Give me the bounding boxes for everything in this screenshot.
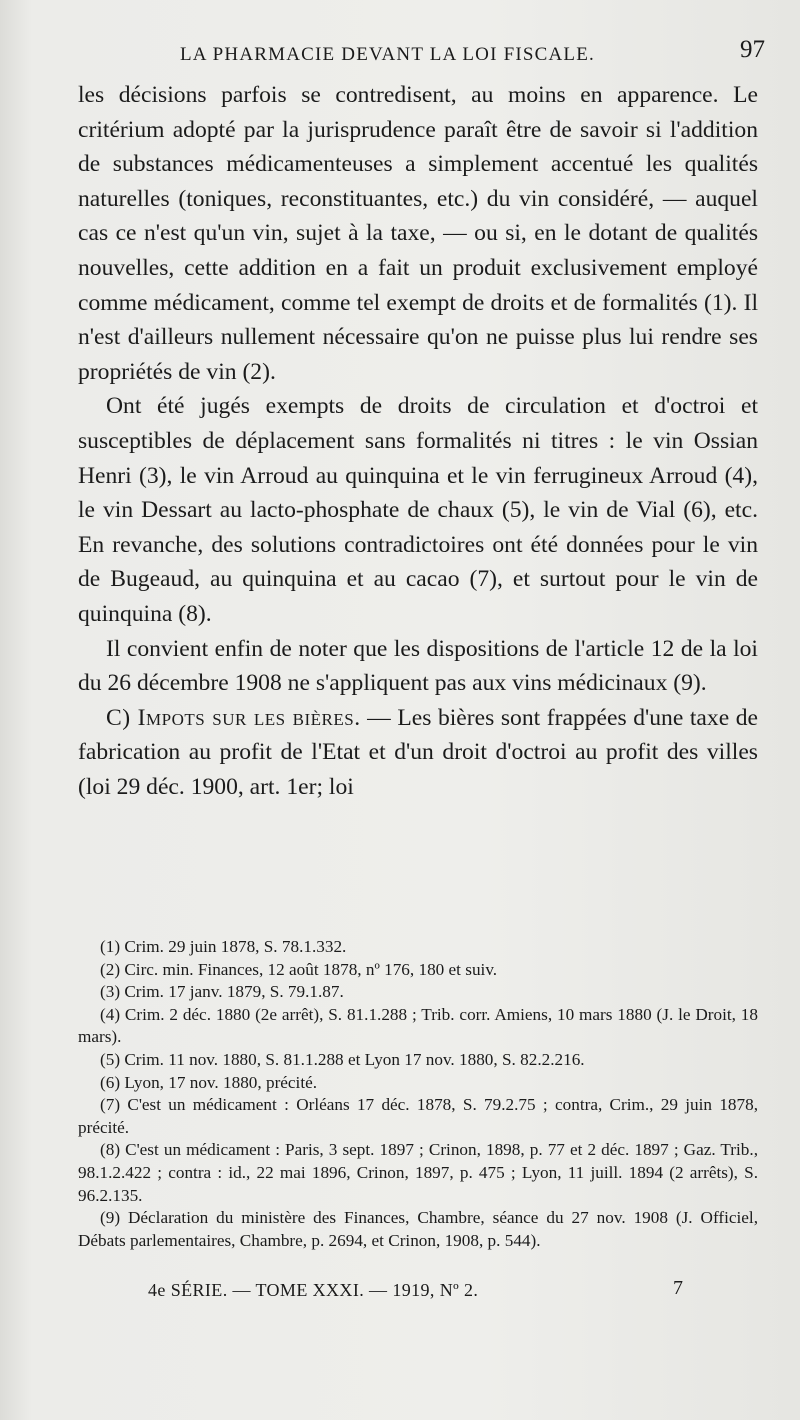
- footnote: (9) Déclaration du ministère des Finances, Chambre, séance du 27 nov. 1908 (J. Officiel, Débats parlementaires, Chambre, p. 2694, et Crinon, 1908, p. 544).: [78, 1208, 758, 1250]
- paragraph: [78, 701, 758, 805]
- page-footer: [148, 1277, 683, 1307]
- page-header: [180, 36, 765, 72]
- footnote: (3) Crim. 17 janv. 1879, S. 79.1.87.: [100, 982, 344, 1002]
- footnotes: [78, 936, 758, 1252]
- running-title: LA PHARMACIE DEVANT LA LOI FISCALE.: [180, 44, 595, 65]
- series-line: 4e SÉRIE. — TOME XXXI. — 1919, Nº 2.: [148, 1280, 479, 1300]
- paragraph: les décisions parfois se contredisent, au moins en apparence. Le critérium adopté par la jurisprudence paraît être de savoir si l'addition de substances médicamenteuses a simplement accentué les qualités naturelles (toniques, reconstituantes, etc.) du vin considéré, — auquel cas ce n'est qu'un vin, sujet à la taxe, — ou si, en le dotant de qualités nouvelles, cette addition en a fait un produit exclusivement employé comme médicament, comme tel exempt de droits et de formalités (1). Il n'est d'ailleurs nullement nécessaire qu'on ne puisse plus lui rendre ses propriétés de vin (2).: [78, 82, 758, 385]
- paragraph: Il convient enfin de noter que les dispositions de l'article 12 de la loi du 26 décembre 1908 ne s'appliquent pas aux vins médicinaux (9).: [78, 635, 758, 697]
- paragraph-text: — Les bières sont frappées d'une taxe de fabrication au profit de l'Etat et d'un droit d'octroi au profit des villes (loi 29 déc. 1900, art. 1er; loi: [78, 704, 758, 800]
- section-heading: C) Impots sur les bières.: [106, 704, 361, 731]
- footnote: (1) Crim. 29 juin 1878, S. 78.1.332.: [100, 937, 347, 956]
- page-number: 97: [740, 36, 765, 63]
- footnote: (7) C'est un médicament : Orléans 17 déc. 1878, S. 79.2.75 ; contra, Crim., 29 juin 1878, précité.: [78, 1095, 758, 1137]
- footnote: (2) Circ. min. Finances, 12 août 1878, nº 176, 180 et suiv.: [100, 959, 498, 979]
- footnote: (5) Crim. 11 nov. 1880, S. 81.1.288 et Lyon 17 nov. 1880, S. 82.2.216.: [100, 1049, 585, 1069]
- footnote: (6) Lyon, 17 nov. 1880, précité.: [100, 1072, 318, 1092]
- paragraph: Ont été jugés exempts de droits de circulation et d'octroi et susceptibles de déplacement sans formalités ni titres : le vin Ossian Henri (3), le vin Arroud au quinquina et le vin ferrugineux Arroud (4), le vin Dessart au lacto-phosphate de chaux (5), le vin de Vial (6), etc. En revanche, des solutions contradictoires ont été données pour le vin de Bugeaud, au quinquina et au cacao (7), et surtout pour le vin de quinquina (8).: [78, 393, 758, 627]
- signature-mark: 7: [673, 1277, 683, 1299]
- footnote: (4) Crim. 2 déc. 1880 (2e arrêt), S. 81.1.288 ; Trib. corr. Amiens, 10 mars 1880 (J. le Droit, 18 mars).: [78, 1004, 758, 1047]
- footnote: (8) C'est un médicament : Paris, 3 sept. 1897 ; Crinon, 1898, p. 77 et 2 déc. 1897 ; Gaz. Trib., 98.1.2.422 ; contra : id., 22 mai 1896, Crinon, 1897, p. 475 ; Lyon, 11 juill. 1894 (2 arrêts), S. 96.2.135.: [78, 1140, 758, 1205]
- main-text: [78, 78, 758, 804]
